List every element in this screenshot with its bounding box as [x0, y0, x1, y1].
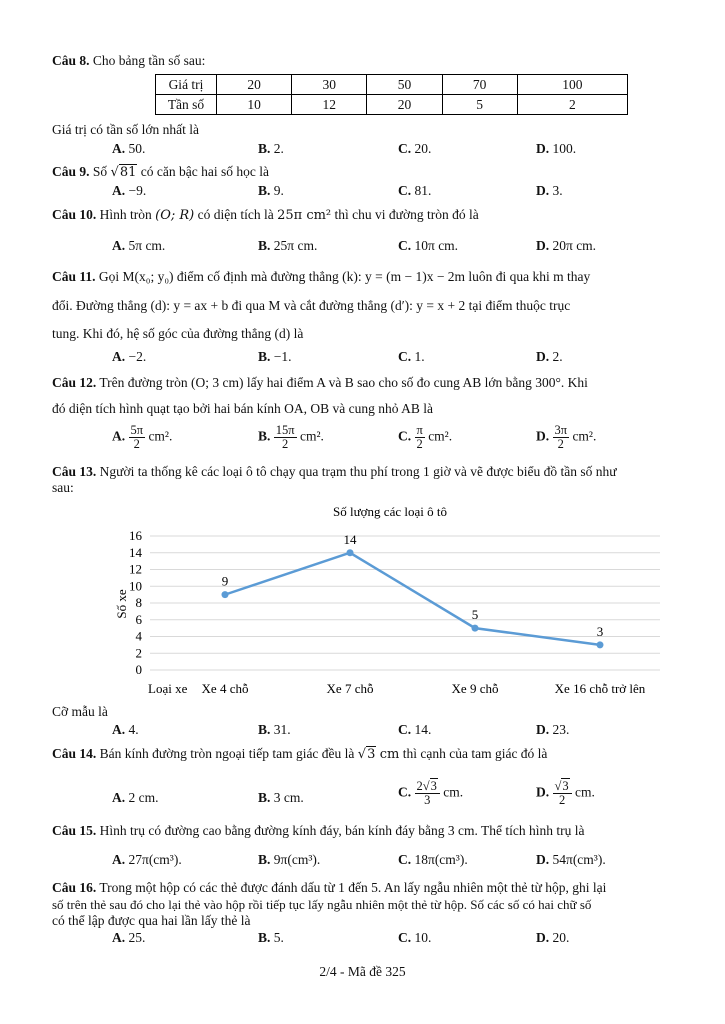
series-line	[225, 553, 600, 645]
option-d[interactable]: D. 54π(cm³).	[536, 852, 606, 867]
vehicle-count-line-chart	[100, 500, 680, 700]
option-b[interactable]: B. 9.	[258, 183, 284, 198]
option-d[interactable]: D. $\frac{√3}{2}$ cm.	[536, 779, 595, 808]
q8-question: Giá trị có tần số lớn nhất là	[52, 122, 199, 137]
q11-stem-2: đổi. Đường thẳng (d): y = ax + b đi qua M và cắt đường thẳng (d′): y = x + 2 tại điểm thuộc trục	[52, 298, 571, 313]
option-a[interactable]: A. −9.	[112, 183, 147, 198]
q10-options	[112, 238, 672, 256]
x-tick-label: Xe 16 chỗ trở lên	[554, 681, 646, 696]
q16-stem: Câu 16. Trong một hộp có các thẻ được đánh dấu từ 1 đến 5. An lấy ngẫu nhiên một thẻ từ hộp, ghi lại	[52, 880, 607, 895]
data-point	[347, 549, 354, 556]
table-row: Tần số 10 12 20 5 2	[156, 95, 628, 115]
q12-stem: Câu 12. Trên đường tròn (O; 3 cm) lấy hai điểm A và B sao cho số đo cung AB lớn bằng 300°. Khi	[52, 375, 588, 390]
option-c[interactable]: C. 10.	[398, 930, 432, 945]
option-d[interactable]: D. 3.	[536, 183, 563, 198]
y-tick-label: 12	[129, 561, 142, 577]
option-b[interactable]: B. 31.	[258, 722, 291, 737]
y-tick-label: 16	[129, 528, 142, 543]
q13-options	[112, 722, 672, 740]
data-label: 9	[221, 573, 229, 589]
q11-options	[112, 349, 672, 367]
x-tick-label: Xe 9 chỗ	[451, 681, 499, 696]
x-tick-label: Xe 7 chỗ	[326, 681, 374, 696]
data-label: 14	[343, 531, 357, 547]
option-b[interactable]: B. 5.	[258, 930, 284, 945]
option-a[interactable]: A. 5π cm.	[112, 238, 166, 253]
option-d[interactable]: D. 20π cm.	[536, 238, 597, 253]
q16-stem-2: số trên thẻ sau đó cho lại thẻ vào hộp rồi tiếp tục lấy ngẫu nhiên một thẻ từ hộp. Số các số có hai chữ số	[52, 897, 592, 912]
y-tick-label: 2	[135, 645, 142, 661]
data-label: 3	[596, 623, 604, 639]
y-tick-label: 14	[129, 544, 142, 560]
option-d[interactable]: D. 100.	[536, 141, 577, 156]
option-c[interactable]: C. 10π cm.	[398, 238, 459, 253]
option-b[interactable]: B. 3 cm.	[258, 790, 304, 805]
option-b[interactable]: B. −1.	[258, 349, 292, 364]
option-b[interactable]: B. 25π cm.	[258, 238, 318, 253]
option-c[interactable]: C. $\frac{\pi}{2}$ cm².	[398, 423, 453, 452]
page-footer: 2/4 - Mã đề 325	[319, 964, 406, 979]
y-tick-label: 6	[135, 611, 142, 627]
option-d[interactable]: D. 2.	[536, 349, 563, 364]
option-c[interactable]: C. 20.	[398, 141, 432, 156]
data-point	[472, 625, 479, 632]
table-row: Giá trị 20 30 50 70 100	[156, 75, 628, 95]
option-c[interactable]: C. $\frac{2√3}{3}$ cm.	[398, 779, 464, 808]
option-c[interactable]: C. 81.	[398, 183, 432, 198]
q16-stem-3: có thể lập được qua hai lần lấy thẻ là	[52, 913, 251, 928]
option-d[interactable]: D. $\frac{3\pi}{2}$ cm².	[536, 423, 597, 452]
y-tick-label: 0	[135, 662, 142, 677]
q12-options	[112, 424, 672, 456]
option-a[interactable]: A. −2.	[112, 349, 147, 364]
option-a[interactable]: A. 4.	[112, 722, 139, 737]
option-c[interactable]: C. 14.	[398, 722, 432, 737]
option-a[interactable]: A. 25.	[112, 930, 146, 945]
option-a[interactable]: A. 27π(cm³).	[112, 852, 182, 867]
q9-stem: Câu 9. Số √81 có căn bậc hai số học là	[52, 164, 269, 180]
option-d[interactable]: D. 20.	[536, 930, 570, 945]
option-b[interactable]: B. 9π(cm³).	[258, 852, 321, 867]
q11-stem-3: tung. Khi đó, hệ số góc của đường thẳng (d) là	[52, 326, 304, 341]
y-tick-label: 4	[135, 628, 142, 644]
q9-options	[112, 183, 672, 201]
q8-options	[112, 141, 672, 159]
q13-stem: Câu 13. Người ta thống kê các loại ô tô chạy qua trạm thu phí trong 1 giờ và vẽ được biểu đồ tần số như	[52, 464, 617, 479]
frequency-table	[155, 74, 628, 115]
q14-options	[112, 780, 672, 814]
option-b[interactable]: B. 2.	[258, 141, 284, 156]
option-a[interactable]: A. 50.	[112, 141, 146, 156]
q15-stem: Câu 15. Hình trụ có đường cao bằng đường kính đáy, bán kính đáy bằng 3 cm. Thể tích hình trụ là	[52, 823, 585, 838]
q12-stem-2: đó diện tích hình quạt tạo bởi hai bán kính OA, OB và cung nhỏ AB là	[52, 401, 433, 416]
q13-question: Cỡ mẫu là	[52, 704, 108, 719]
q15-options	[112, 852, 672, 870]
y-axis-label: Số xe	[114, 589, 129, 619]
q13-stem-2: sau:	[52, 480, 74, 495]
option-a[interactable]: A. 2 cm.	[112, 790, 159, 805]
data-label: 5	[471, 607, 479, 623]
data-point	[597, 641, 604, 648]
x-tick-label: Xe 4 chỗ	[201, 681, 249, 696]
x-axis-label: Loại xe	[148, 681, 188, 696]
q14-stem: Câu 14. Bán kính đường tròn ngoại tiếp tam giác đều là √3 cm thì cạnh của tam giác đó là	[52, 746, 548, 762]
option-c[interactable]: C. 1.	[398, 349, 425, 364]
q10-stem: Câu 10. Hình tròn (O; R) có diện tích là 25π cm² thì chu vi đường tròn đó là	[52, 207, 479, 223]
chart-title: Số lượng các loại ô tô	[333, 504, 447, 519]
option-d[interactable]: D. 23.	[536, 722, 570, 737]
option-b[interactable]: B. $\frac{15\pi}{2}$ cm².	[258, 423, 324, 452]
q11-stem: Câu 11. Gọi M(x₀; y₀) điểm cố định mà đường thẳng (k): y = (m − 1)x − 2m luôn đi qua khi m thay	[52, 269, 591, 284]
y-tick-label: 10	[129, 578, 142, 594]
q16-options	[112, 930, 672, 948]
option-a[interactable]: A. $\frac{5\pi}{2}$ cm².	[112, 423, 173, 452]
y-tick-label: 8	[135, 595, 142, 610]
q8-stem: Câu 8. Cho bảng tần số sau:	[52, 53, 206, 68]
data-point	[222, 591, 229, 598]
option-c[interactable]: C. 18π(cm³).	[398, 852, 468, 867]
